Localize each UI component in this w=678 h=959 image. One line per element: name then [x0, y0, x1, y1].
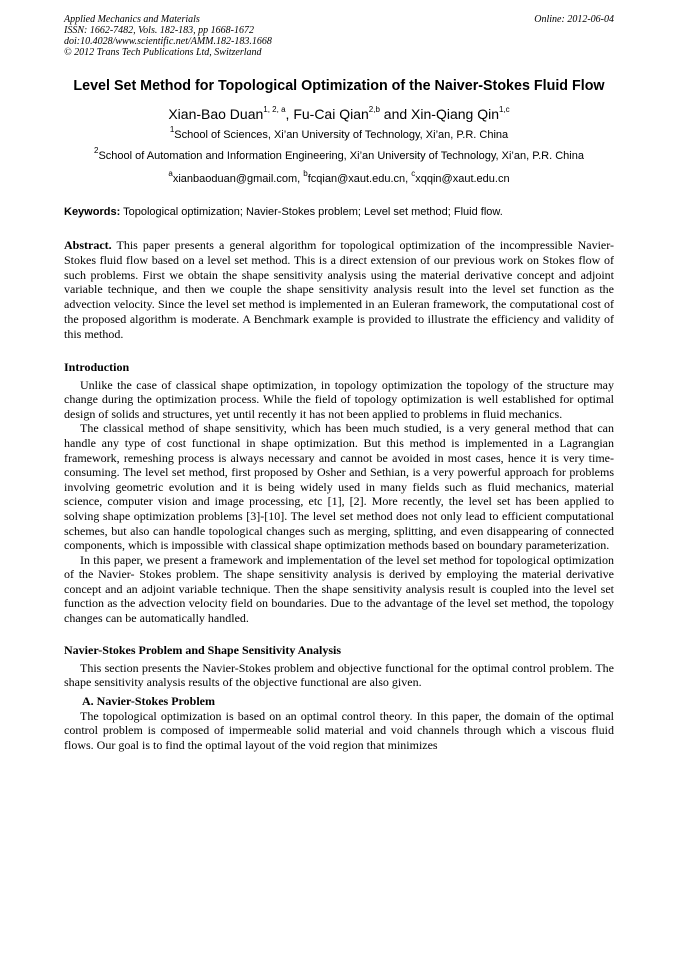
keywords-text: Topological optimization; Navier-Stokes problem; Level set method; Fluid flow.: [123, 206, 503, 218]
email-list: $^a$xianbaoduan@gmail.com, $^b$fcqian@xaut.edu.cn, $^c$xqqin@xaut.edu.cn: [168, 169, 510, 185]
affiliation-1: [64, 127, 614, 143]
email-sup: a: [168, 169, 173, 179]
author-sup: 1,c: [498, 105, 510, 115]
author-name: Fu-Cai Qian: [293, 106, 369, 122]
affiliation-sup: 1: [169, 125, 175, 135]
keywords: [64, 205, 614, 220]
introduction-heading: Introduction: [64, 359, 130, 374]
abstract-label: Abstract.: [64, 238, 112, 252]
body-paragraph: In this paper, we present a framework and implementation of the level set method for topological optimization of the Navier- Stokes problem. The shape sensitivity analysis is derived by employing the material derivative concept and an adjoint variable technique. Then the shape sensitivity analysis result is coupled into the level set function as the advection velocity field on boundaries. Due to the advantage of the level set method, the topology changes can be automatically handled.: [64, 552, 614, 626]
doi-line: doi:10.4028/www.scientific.net/AMM.182-183.1668: [64, 36, 272, 47]
author-name: Xin-Qiang Qin: [411, 106, 499, 122]
keywords-label: Keywords:: [64, 206, 121, 218]
copyright-line: © 2012 Trans Tech Publications Ltd, Switzerland: [64, 47, 262, 58]
body-paragraph: Unlike the case of classical shape optimization, in topology optimization the topology of the structure may change during the optimization process. While the field of topology optimization is well established for optimal design of solids and structures, yet until recently it has not been applied to problems in fluid mechanics.: [64, 377, 614, 421]
affiliation-text: School of Sciences, Xi’an University of Technology, Xi’an, P.R. China: [174, 129, 509, 141]
abstract-text: This paper presents a general algorithm for topological optimization of the incompressible Navier-Stokes fluid flow based on a level set method. This is a direct extension of our previous work on Stokes flow of such problems. First we obtain the shape sensitivity analysis using the material derivative concept and adjoint variable technique, and then we couple the shape sensitivity analysis result into the level set function as the advection velocity. Since the level set method is implemented in an Euleran framework, the computational cost of the proposed algorithm is moderate. A Benchmark example is provided to illustrate the efficiency and validity of this method.: [64, 238, 614, 341]
email-address: fcqian@xaut.edu.cn: [307, 173, 406, 185]
email-address: xqqin@xaut.edu.cn: [415, 173, 510, 185]
affiliation-sup: 2: [94, 146, 99, 156]
author-name: Xian-Bao Duan: [168, 106, 264, 122]
journal-name: Applied Mechanics and Materials: [64, 14, 200, 25]
section-heading: Navier-Stokes Problem and Shape Sensitivity Analysis: [64, 642, 342, 657]
email-address: xianbaoduan@gmail.com: [172, 173, 298, 185]
abstract: [64, 238, 614, 342]
paper-title: Level Set Method for Topological Optimization of the Naiver-Stokes Fluid Flow: [73, 78, 605, 94]
email-sup: c: [411, 169, 416, 179]
paper-page: [64, 14, 614, 753]
body-paragraph: This section presents the Navier-Stokes problem and objective functional for the optimal control problem. The shape sensitivity analysis results of the objective functional are also given.: [64, 660, 614, 690]
author-sup: 2,b: [368, 105, 380, 115]
email-sup: b: [303, 169, 308, 179]
body-paragraph: The classical method of shape sensitivity, which has been much studied, is a very general method that can handle any type of cost functional in shape optimization. But this method is implemented in a Lagrangian framework, remeshing process is always necessary and cannot be avoided in most cases, hence it is very time-consuming. The level set method, first proposed by Osher and Sethian, is a very powerful approach for problems involving geometric evolution and it is being widely used in many fields such as fluid mechanics, material science, computer vision and image processing, etc [1], [2]. More recently, the level set has been applied to solving shape optimization problems [3]-[10]. The level set method does not only lead to efficient computational schemes, but also can handle topological changes such as merging, splitting, and even disappearing of connected components, which is impossible with classical shape optimization methods based on boundary parameterization.: [64, 421, 614, 553]
body-paragraph: The topological optimization is based on an optimal control theory. In this paper, the domain of the optimal control problem is composed of impermeable solid material and void channels through which a viscous fluid flows. Our goal is to find the optimal layout of the void region that minimizes: [64, 708, 614, 753]
author-sup: 1, 2, a: [263, 105, 286, 115]
issn-line: ISSN: 1662-7482, Vols. 182-183, pp 1668-1672: [64, 25, 254, 36]
subsection-heading: A. Navier-Stokes Problem: [82, 693, 215, 708]
journal-metadata: [64, 14, 614, 58]
affiliation-text: School of Automation and Information Engineering, Xi’an University of Technology, Xi’an, P.R. China: [98, 150, 584, 162]
affiliation-2: [64, 148, 614, 164]
author-list: Xian-Bao Duan$^{1, 2, a}$, Fu-Cai Qian$^{2,b}$ and Xin-Qiang Qin$^{1,c}$: [168, 105, 510, 122]
online-date: Online: 2012-06-04: [534, 14, 614, 25]
